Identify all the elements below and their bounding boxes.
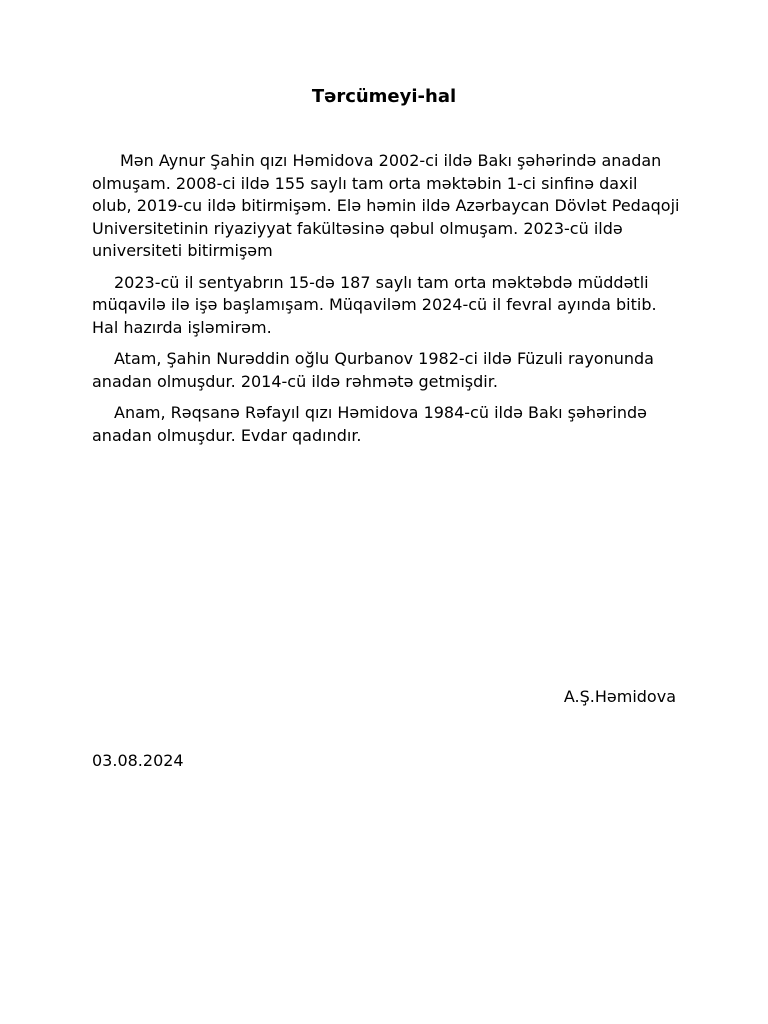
paragraph-employment: 2023-cü il sentyabrın 15-də 187 saylı tam orta məktəbdə müddətli müqavilə ilə işə başlamışam. Müqaviləm 2024-cü il fevral ayında bitib. Hal hazırda işləmirəm. (92, 272, 657, 337)
document-body (92, 150, 682, 456)
paragraph-father: Atam, Şahin Nurəddin oğlu Qurbanov 1982-ci ildə Füzuli rayonunda anadan olmuşdur. 2014-cü ildə rəhmətə getmişdir. (92, 349, 654, 391)
document-date: 03.08.2024 (92, 751, 184, 770)
paragraph-mother: Anam, Rəqsanə Rəfayıl qızı Həmidova 1984-cü ildə Bakı şəhərində anadan olmuşdur. Evdar qadındır. (92, 403, 647, 445)
document-title: Tərcümeyi-hal (311, 86, 457, 107)
signature: A.Ş.Həmidova (563, 687, 676, 706)
paragraph-education: Mən Aynur Şahin qızı Həmidova 2002-ci ildə Bakı şəhərində anadan olmuşam. 2008-ci ildə 155 saylı tam orta məktəbin 1-ci sinfinə daxil olub, 2019-cu ildə bitirmişəm. Elə həmin ildə Azərbaycan Dövlət Pedaqoji Universitetinin riyaziyyat fakültəsinə qəbul olmuşam. 2023-cü ildə universiteti bitirmişəm (92, 151, 680, 260)
